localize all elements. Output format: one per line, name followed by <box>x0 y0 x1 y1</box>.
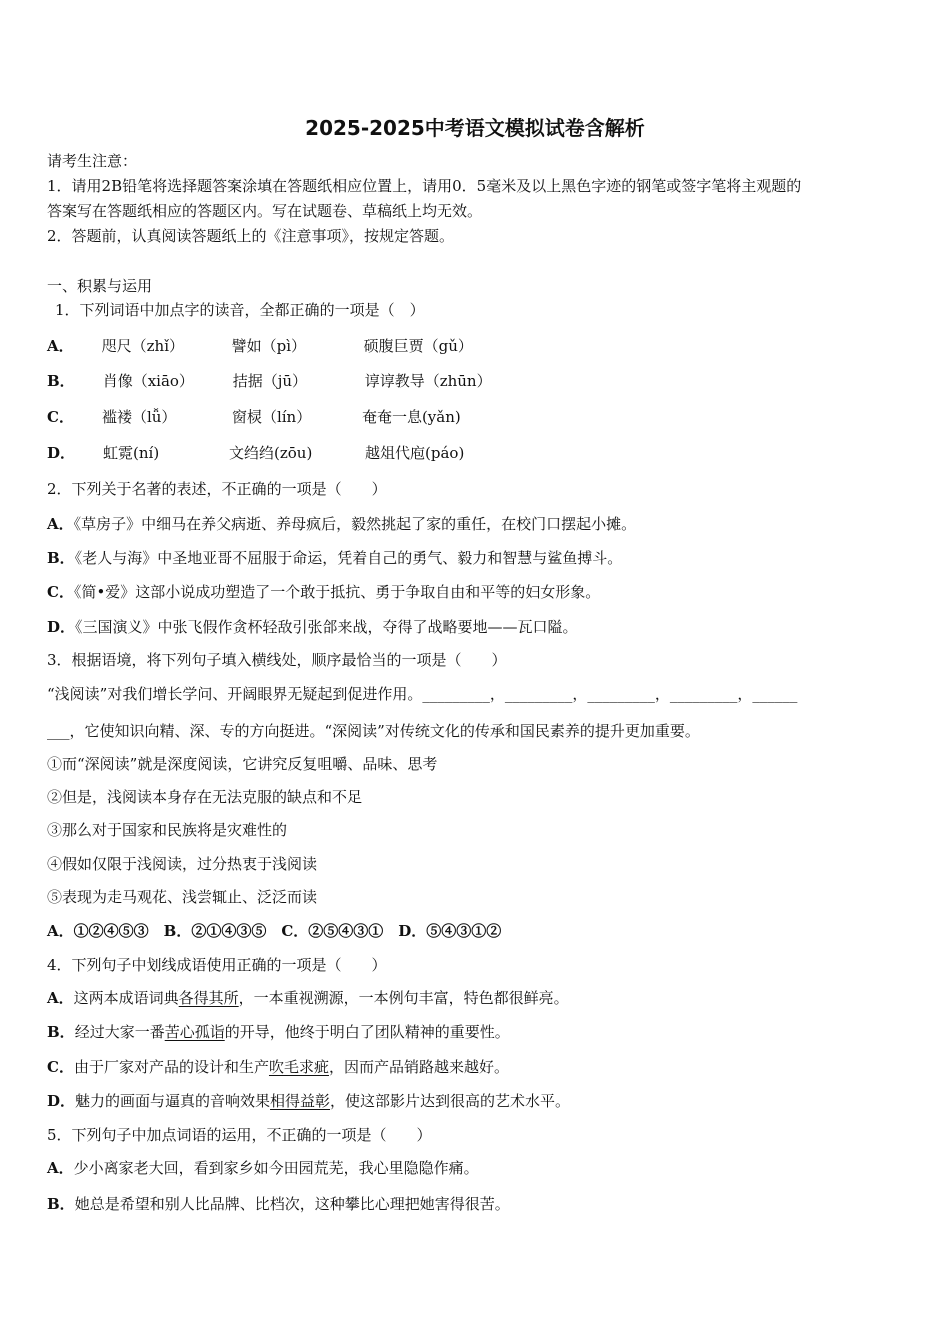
q1-option-b: B． 肖像（xiāo） 拮据（jū） 谆谆教导（zhūn） <box>47 372 492 390</box>
section-heading: 一、积累与运用 <box>47 277 153 295</box>
q4-option-d-idiom: 相得益彰 <box>270 1092 331 1110</box>
notice-item-1b: 答案写在答题纸相应的答题区内。写在试题卷、草稿纸上均无效。 <box>47 202 483 220</box>
q1-option-a: A． 咫尺（zhǐ） 譬如（pì） 硕腹巨贾（gǔ） <box>47 337 473 355</box>
q3-sentence-3: ③那么对于国家和民族将是灾难性的 <box>47 821 288 839</box>
q4-option-b-idiom: 苦心孤诣 <box>164 1023 225 1041</box>
q5-option-a-post: ，我心里隐隐作痛。 <box>343 1159 479 1177</box>
q5-option-b: B．她总是希望和别人比品牌、比档次，这种攀比心理把她害得很苦。 <box>47 1195 510 1213</box>
q1-option-b-word2: 拮据（jū） <box>232 372 307 390</box>
q4-option-c-pre: 由于厂家对产品的设计和生产 <box>73 1058 269 1076</box>
q3-stem: 3．根据语境，将下列句子填入横线处，顺序最恰当的一项是（ ） <box>47 651 507 669</box>
q5-stem: 5．下列句子中加点词语的运用，不正确的一项是（ ） <box>47 1126 432 1144</box>
q5-option-b-word: 攀比 <box>344 1195 375 1213</box>
q2-option-a: A．《草房子》中细马在养父病逝、养母疯后，毅然挑起了家的重任，在校门口摆起小摊。 <box>47 515 637 533</box>
q4-option-d-post: ，使这部影片达到很高的艺术水平。 <box>330 1092 571 1110</box>
q5-option-b-post: 心理把她害得很苦。 <box>374 1195 510 1213</box>
notice-item-2: 2．答题前，认真阅读答题纸上的《注意事项》，按规定答题。 <box>47 227 455 245</box>
q3-options: A．①②④⑤③ B．②①④③⑤ C．②⑤④③① D．⑤④③①② <box>47 922 502 940</box>
q4-option-b-post: 的开导，他终于明白了团队精神的重要性。 <box>224 1023 510 1041</box>
q1-option-a-word1: 咫尺（zhǐ） <box>101 337 185 355</box>
q1-option-d-word2: 文绉绉(zōu) <box>229 444 313 462</box>
q3-sentence-2: ②但是，浅阅读本身存在无法克服的缺点和不足 <box>47 788 363 806</box>
notice-heading: 请考生注意： <box>47 152 138 170</box>
q1-option-d: D． 虹霓(ní) 文绉绉(zōu) 越俎代庖(páo) <box>47 444 465 462</box>
q1-option-c-word3: 奄奄一息(yǎn) <box>361 408 461 426</box>
q1-option-c-word1: 褴褛（lǚ） <box>101 408 177 426</box>
q1-option-d-word1: 虹霓(ní) <box>103 444 160 462</box>
q1-stem-pre: 1．下列词语中加点字的读音， <box>55 301 260 319</box>
notice-item-1a: 1．请用2B铅笔将选择题答案涂填在答题纸相应位置上，请用0．5毫米及以上黑色字迹的钢笔或签字笔将主观题的 <box>47 177 802 195</box>
q1-option-d-word3: 越俎代庖(páo) <box>365 444 465 462</box>
q1-option-c: C． 褴褛（lǚ） 窗棂（lín） 奄奄一息(yǎn) <box>47 408 461 426</box>
q3-sentence-4: ④假如仅限于浅阅读，过分热衷于浅阅读 <box>47 855 318 873</box>
q3-passage-a: “浅阅读”对我们增长学问、开阔眼界无疑起到促进作用。_________，_________，_________，_________，______ <box>47 685 798 703</box>
q4-option-b-pre: 经过大家一番 <box>74 1023 165 1041</box>
q1-option-a-word2: 譬如（pì） <box>231 337 307 355</box>
q4-option-a-post: ，一本重视溯源，一本例句丰富，特色都很鲜亮。 <box>238 989 569 1007</box>
q1-option-c-word2: 窗棂（lín） <box>231 408 312 426</box>
q2-option-c: C．《简•爱》这部小说成功塑造了一个敢于抵抗、勇于争取自由和平等的妇女形象。 <box>47 583 601 601</box>
q2-stem-pre: 2．下列关于名著的表述， <box>47 480 222 498</box>
q2-option-b: B．《老人与海》中圣地亚哥不屈服于命运，凭着自己的勇气、毅力和智慧与鲨鱼搏斗。 <box>47 549 623 567</box>
q1-option-a-word3: 硕腹巨贾（gǔ） <box>363 337 473 355</box>
q1-option-b-word1: 肖像（xiāo） <box>102 372 194 390</box>
page-title: 2025-2025中考语文模拟试卷含解析 <box>305 116 645 140</box>
q2-option-d: D．《三国演义》中张飞假作贪杯轻敌引张郃来战，夺得了战略要地——瓦口隘。 <box>47 618 578 636</box>
q3-sentence-1: ①而“深阅读”就是深度阅读，它讲究反复咀嚼、品味、思考 <box>47 755 438 773</box>
q1-stem-post: 的一项是（ ） <box>319 301 425 319</box>
q4-option-c-post: ，因而产品销路越来越好。 <box>328 1058 509 1076</box>
q4-option-d: D．魅力的画面与逼真的音响效果相得益彰，使这部影片达到很高的艺术水平。 <box>47 1092 571 1110</box>
q5-option-a: A．少小离家老大回，看到家乡如今田园荒芜，我心里隐隐作痛。 <box>47 1159 479 1177</box>
q4-option-a: A．这两本成语词典各得其所，一本重视溯源，一本例句丰富，特色都很鲜亮。 <box>47 989 569 1007</box>
q4-option-a-pre: 这两本成语词典 <box>73 989 179 1007</box>
q1-stem <box>55 300 425 320</box>
q3-passage-b: ___，它使知识向精、深、专的方向挺进。“深阅读”对传统文化的传承和国民素养的提升更加重要。 <box>47 722 700 740</box>
q1-option-b-word3: 谆谆教导（zhūn） <box>364 372 492 390</box>
q4-option-b: B．经过大家一番苦心孤诣的开导，他终于明白了团队精神的重要性。 <box>47 1023 510 1041</box>
q4-option-c-idiom: 吹毛求疵 <box>268 1058 329 1076</box>
q5-option-b-pre: 她总是希望和别人比品牌、比档次，这种 <box>74 1195 345 1213</box>
q4-stem: 4．下列句子中划线成语使用正确的一项是（ ） <box>47 956 387 974</box>
q1-stem-dot: 全都正确 <box>259 301 320 319</box>
q4-option-c: C．由于厂家对产品的设计和生产吹毛求疵，因而产品销路越来越好。 <box>47 1058 509 1076</box>
q5-option-a-word: 荒芜 <box>313 1159 344 1177</box>
q2-stem-post: 的一项是（ ） <box>266 480 387 498</box>
q5-option-a-pre: 少小离家老大回，看到家乡如今田园 <box>73 1159 314 1177</box>
q2-stem-dot: 不正确 <box>221 480 267 498</box>
q4-option-d-pre: 魅力的画面与逼真的音响效果 <box>75 1092 271 1110</box>
q2-stem <box>47 479 387 499</box>
q3-sentence-5: ⑤表现为走马观花、浅尝辄止、泛泛而读 <box>47 888 318 906</box>
q4-option-a-idiom: 各得其所 <box>178 989 239 1007</box>
